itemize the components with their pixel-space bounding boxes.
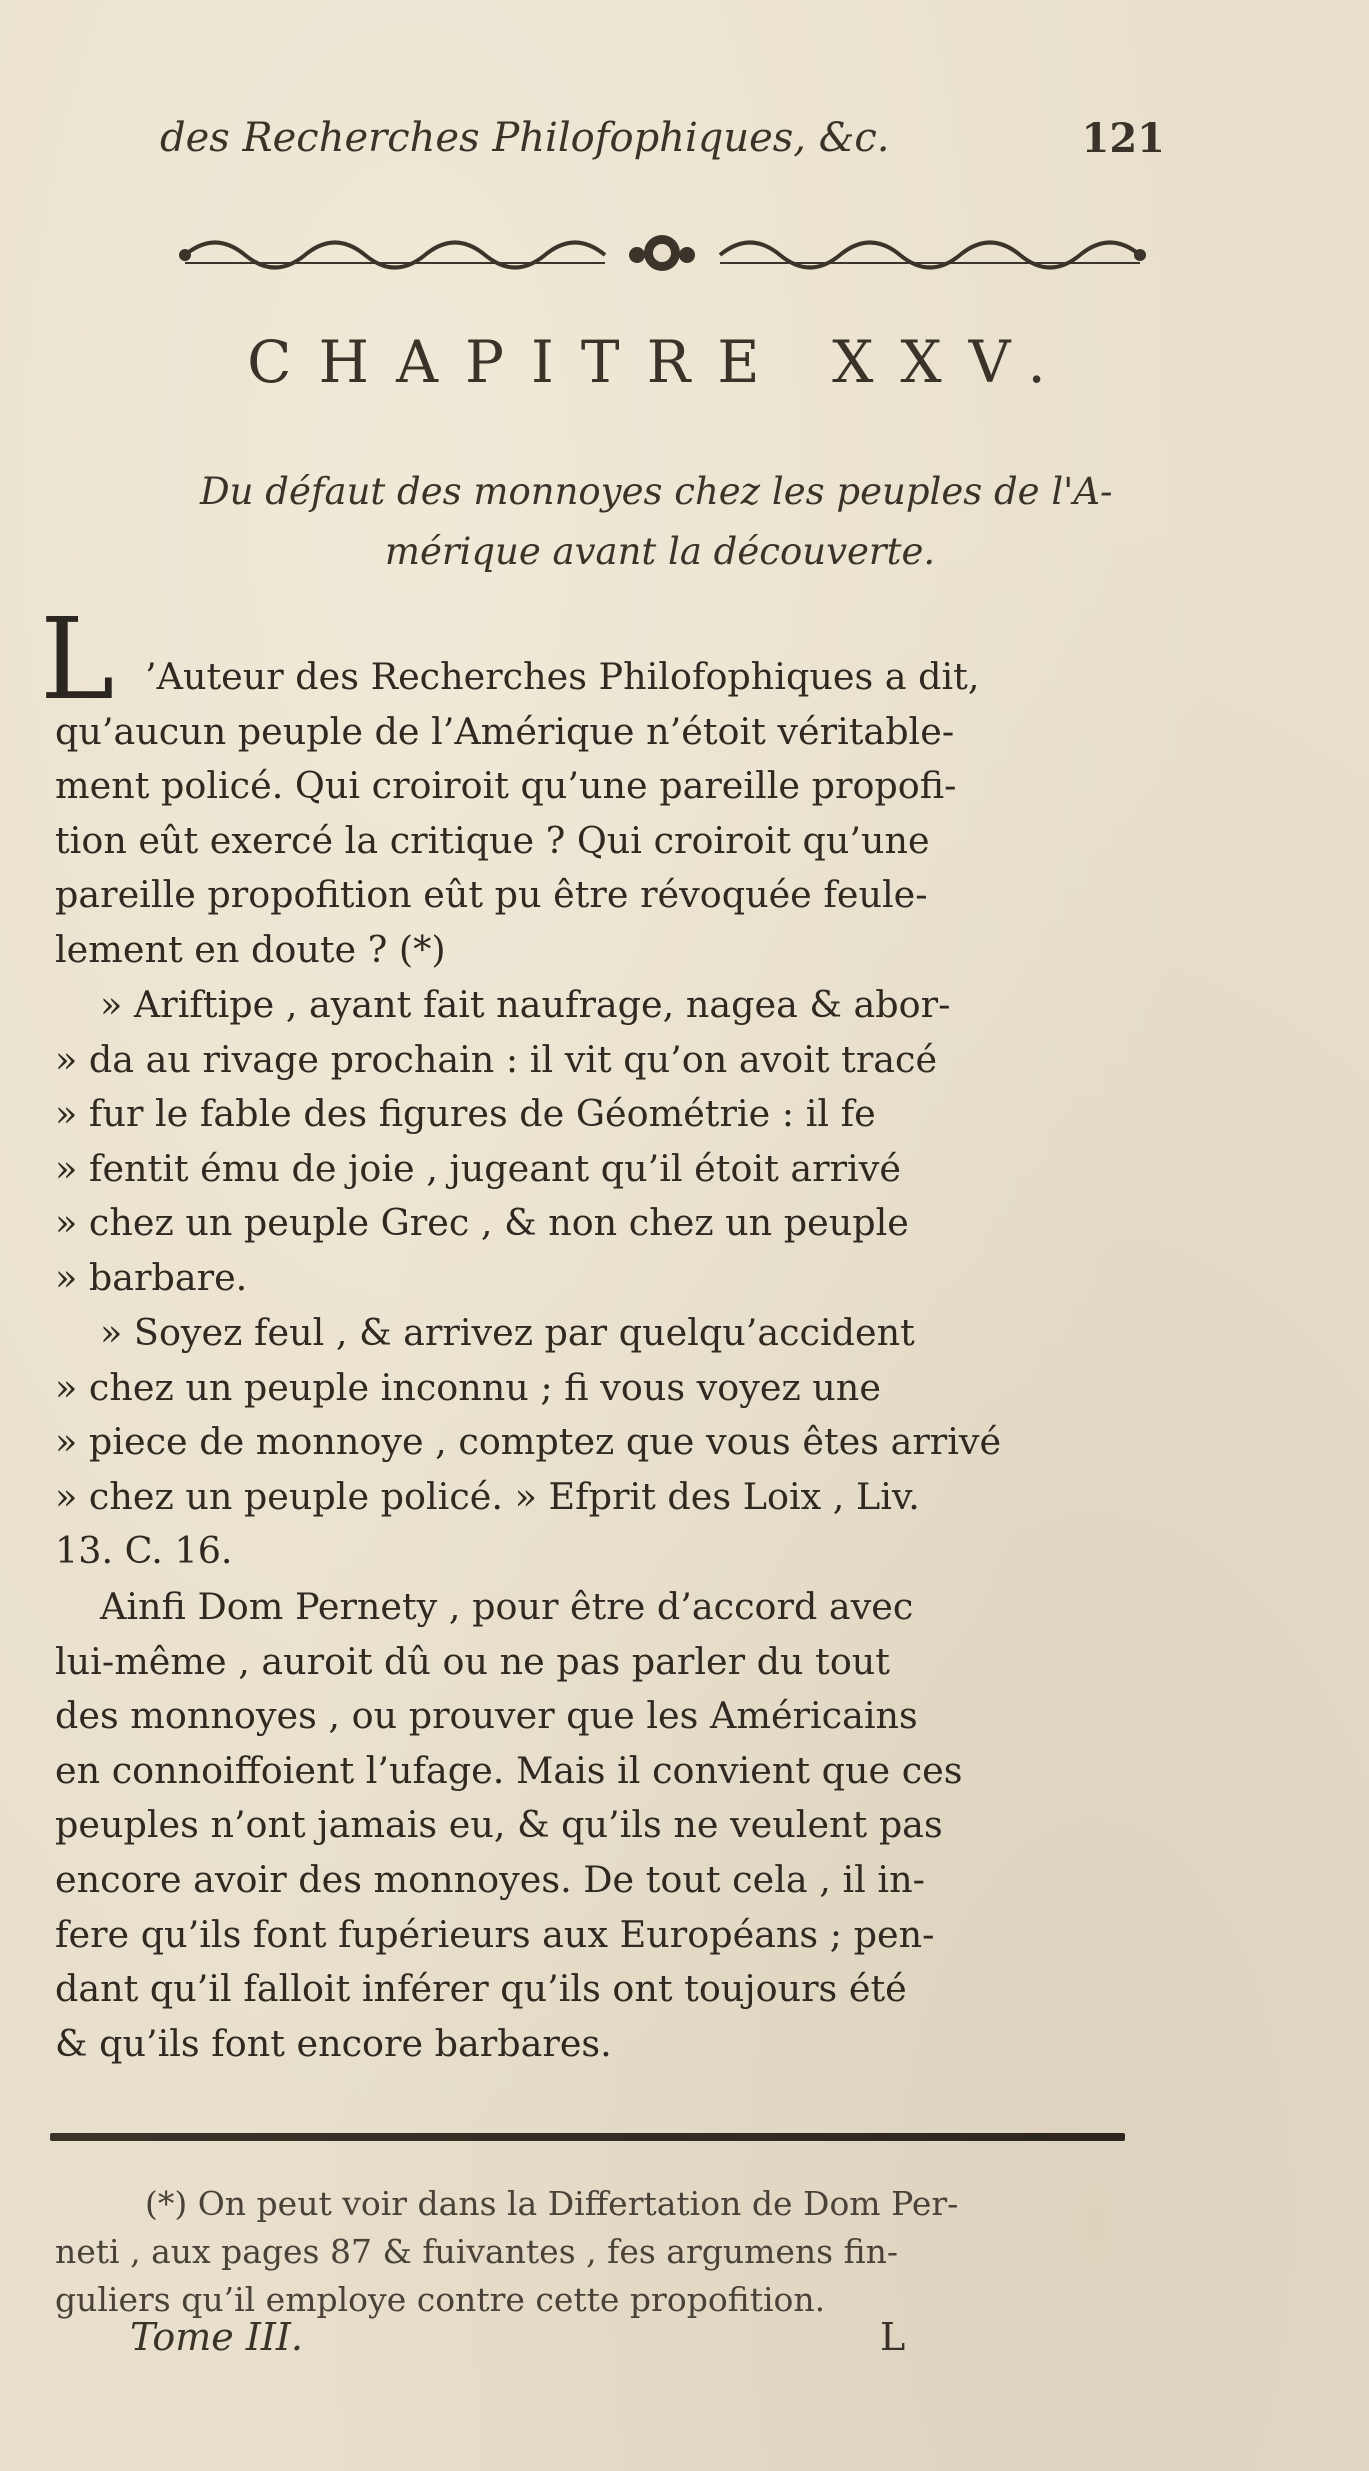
text-line: ’Auteur des Recherches Philofophiques a dit, bbox=[145, 655, 980, 698]
text-line: » chez un peuple Grec , & non chez un peuple bbox=[55, 1201, 909, 1245]
paragraph-2 bbox=[55, 978, 1145, 1306]
text-line: qu’aucun peuple de l’Amérique n’étoit véritable- bbox=[55, 709, 955, 753]
drop-cap: L bbox=[40, 595, 115, 725]
text-line: » barbare. bbox=[55, 1255, 248, 1299]
decorative-ornament-band bbox=[175, 225, 1150, 285]
text-line: » chez un peuple inconnu ; fi vous voyez une bbox=[55, 1365, 881, 1409]
text-line: » Ariftipe , ayant fait naufrage, nagea & abor- bbox=[100, 983, 951, 1026]
footnote-divider bbox=[50, 2133, 1125, 2141]
signature-line bbox=[130, 2315, 1130, 2375]
text-line: 13. C. 16. bbox=[55, 1529, 233, 1573]
subtitle-line-1: Du défaut des monnoyes chez les peuples de l'A- bbox=[200, 470, 1113, 513]
text-line: lement en doute ? (*) bbox=[55, 927, 446, 971]
text-line: » fentit ému de joie , jugeant qu’il étoit arrivé bbox=[55, 1146, 901, 1190]
footnote bbox=[55, 2180, 1145, 2324]
text-line: » fur le fable des figures de Géométrie : il fe bbox=[55, 1092, 876, 1136]
text-line: » chez un peuple policé. » Efprit des Loix , Liv. bbox=[55, 1474, 920, 1518]
footnote-line: neti , aux pages 87 & fuivantes , fes argumens fin- bbox=[55, 2232, 899, 2271]
page-number: 121 bbox=[1081, 115, 1165, 162]
subtitle-line-2: mérique avant la découverte. bbox=[384, 530, 936, 573]
running-head bbox=[160, 115, 1165, 175]
text-line: ment policé. Qui croiroit qu’une pareille propofi- bbox=[55, 764, 957, 808]
text-line: tion eût exercé la critique ? Qui croiroit qu’une bbox=[55, 818, 930, 862]
text-line: » Soyez feul , & arrivez par quelqu’accident bbox=[100, 1311, 915, 1354]
paragraph-3 bbox=[55, 1306, 1145, 1579]
footnote-line: (*) On peut voir dans la Differtation de Dom Per- bbox=[145, 2184, 959, 2223]
paragraph-1 bbox=[55, 650, 1145, 978]
text-line: des monnoyes , ou prouver que les Américains bbox=[55, 1694, 918, 1738]
footnote-line: guliers qu’il employe contre cette propofition. bbox=[55, 2280, 826, 2319]
text-line: encore avoir des monnoyes. De tout cela , il in- bbox=[55, 1857, 925, 1901]
running-head-title: des Recherches Philofophiques, &c. bbox=[160, 115, 890, 161]
chapter-subtitle bbox=[200, 462, 1160, 582]
volume-label: Tome III. bbox=[130, 2315, 303, 2359]
text-line: Ainfi Dom Pernety , pour être d’accord avec bbox=[100, 1585, 914, 1628]
text-line: fere qu’ils font fupérieurs aux Européans ; pen- bbox=[55, 1912, 935, 1956]
signature-mark: L bbox=[880, 2315, 906, 2359]
text-line: en connoiffoient l’ufage. Mais il convient que ces bbox=[55, 1748, 963, 1792]
text-line: » piece de monnoye , comptez que vous êtes arrivé bbox=[55, 1420, 1002, 1464]
text-line: lui-même , auroit dû ou ne pas parler du tout bbox=[55, 1639, 890, 1683]
text-line: pareille propofition eût pu être révoquée feule- bbox=[55, 873, 928, 917]
text-line: dant qu’il falloit inférer qu’ils ont toujours été bbox=[55, 1967, 907, 2011]
text-line: & qu’ils font encore barbares. bbox=[55, 2021, 612, 2065]
text-line: » da au rivage prochain : il vit qu’on avoit tracé bbox=[55, 1037, 938, 1081]
paragraph-4 bbox=[55, 1580, 1145, 2071]
chapter-title: CHAPITRE XXV. bbox=[247, 328, 1073, 396]
text-line: peuples n’ont jamais eu, & qu’ils ne veulent pas bbox=[55, 1803, 943, 1847]
